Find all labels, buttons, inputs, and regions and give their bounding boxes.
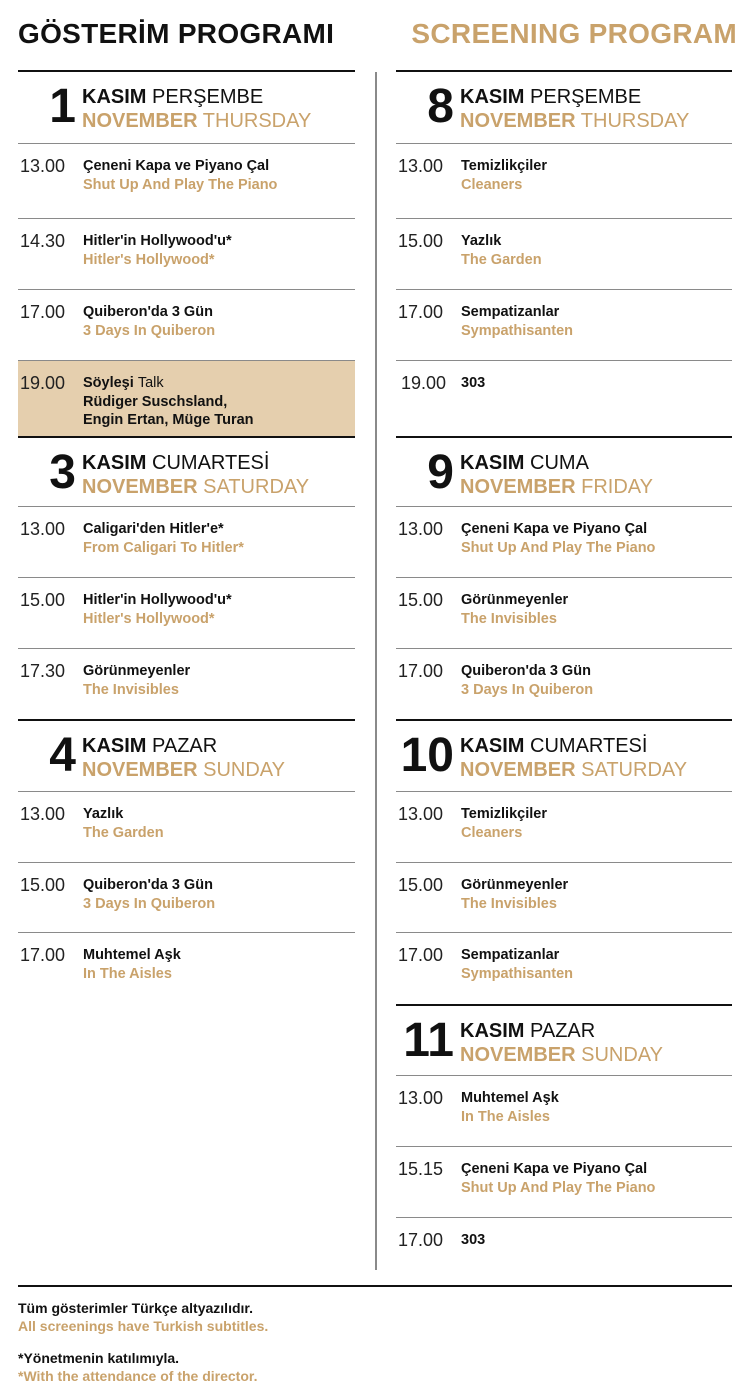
column-divider	[375, 72, 377, 1270]
film-title-tr: Çeneni Kapa ve Piyano Çal	[83, 158, 270, 174]
film-title-tr: Quiberon'da 3 Gün	[83, 877, 213, 893]
screening-row	[396, 862, 732, 933]
day-label-en: NOVEMBER SATURDAY	[82, 476, 310, 498]
film-title-en: Cleaners	[461, 825, 523, 841]
day-label-en: NOVEMBER SUNDAY	[82, 759, 286, 781]
film-title-en: Shut Up And Play The Piano	[461, 540, 656, 556]
day-number: 4	[49, 729, 76, 782]
day-header-9	[396, 436, 732, 510]
screening-time: 17.00	[20, 302, 66, 322]
screening-row	[18, 218, 355, 289]
day-label-en: NOVEMBER THURSDAY	[460, 110, 690, 132]
screening-time: 17.00	[398, 302, 444, 322]
day-label-tr: KASIM PERŞEMBE	[82, 86, 264, 108]
screening-row	[18, 577, 355, 648]
screening-time: 15.00	[20, 590, 66, 610]
screening-time: 13.00	[398, 519, 444, 539]
screening-row	[396, 1146, 732, 1217]
talk-speakers-line2: Engin Ertan, Müge Turan	[83, 412, 254, 428]
screening-time: 13.00	[398, 804, 444, 824]
title-turkish: GÖSTERİM PROGRAMI	[18, 18, 335, 49]
film-title-tr: Temizlikçiler	[461, 806, 547, 822]
film-title-tr: Sempatizanlar	[461, 947, 560, 963]
day-label-tr: KASIM CUMARTESİ	[82, 452, 270, 474]
film-title-tr: 303	[461, 1232, 486, 1248]
screening-row	[396, 1075, 732, 1146]
day-header-11	[396, 1004, 732, 1078]
film-title-tr: Sempatizanlar	[461, 304, 560, 320]
day-header-1	[18, 70, 355, 144]
day-number: 8	[427, 80, 454, 133]
screening-time: 15.15	[398, 1159, 444, 1179]
talk-label: Söyleşi Talk	[83, 375, 164, 391]
film-title-tr: Hitler'in Hollywood'u*	[83, 592, 232, 608]
film-title-tr: Yazlık	[83, 806, 124, 822]
day-label-tr: KASIM PERŞEMBE	[460, 86, 642, 108]
title-english: SCREENING PROGRAM	[411, 18, 737, 49]
film-title-en: The Garden	[461, 252, 542, 268]
film-title-tr: Görünmeyenler	[461, 877, 569, 893]
film-title-en: The Invisibles	[461, 896, 557, 912]
footnote-director-tr: *Yönetmenin katılımıyla.	[18, 1350, 180, 1366]
screening-row	[18, 289, 355, 360]
day-header-8	[396, 70, 732, 144]
screening-time: 15.00	[398, 875, 444, 895]
film-title-en: In The Aisles	[461, 1109, 550, 1125]
film-title-en: Hitler's Hollywood*	[83, 252, 215, 268]
film-title-tr: Quiberon'da 3 Gün	[461, 663, 591, 679]
film-title-tr: Muhtemel Aşk	[83, 947, 181, 963]
screening-row	[396, 577, 732, 648]
footnote-subtitles-en: All screenings have Turkish subtitles.	[18, 1318, 269, 1334]
day-label-en: NOVEMBER THURSDAY	[82, 110, 312, 132]
screening-row	[396, 932, 732, 1003]
film-title-en: The Invisibles	[461, 611, 557, 627]
screening-time: 15.00	[20, 875, 66, 895]
footer-divider	[18, 1285, 732, 1287]
film-title-tr: Temizlikçiler	[461, 158, 547, 174]
day-number: 9	[427, 446, 454, 499]
screening-row	[396, 289, 732, 360]
film-title-en: 3 Days In Quiberon	[83, 323, 216, 339]
film-title-en: 3 Days In Quiberon	[461, 682, 594, 698]
screening-time: 14.30	[20, 231, 66, 251]
screening-row	[18, 932, 355, 1003]
day-header-3	[18, 436, 355, 510]
film-title-tr: Yazlık	[461, 233, 502, 249]
film-title-en: 3 Days In Quiberon	[83, 896, 216, 912]
day-label-tr: KASIM CUMARTESİ	[460, 735, 648, 757]
screening-time: 15.00	[398, 231, 444, 251]
footnote-director-en: *With the attendance of the director.	[18, 1368, 258, 1384]
screening-row	[18, 648, 355, 719]
talk-speakers-line1: Rüdiger Suschsland,	[83, 394, 228, 410]
day-label-tr: KASIM CUMA	[460, 452, 589, 474]
day-label-tr: KASIM PAZAR	[82, 735, 218, 757]
screening-row	[396, 648, 732, 719]
day-number: 3	[49, 446, 76, 499]
screening-time: 17.00	[398, 1230, 444, 1250]
film-title-tr: Çeneni Kapa ve Piyano Çal	[461, 521, 648, 537]
screening-time: 13.00	[20, 519, 66, 539]
screening-time: 13.00	[20, 804, 66, 824]
film-title-en: Sympathisanten	[461, 966, 573, 982]
film-title-en: From Caligari To Hitler*	[83, 540, 244, 556]
film-title-tr: Çeneni Kapa ve Piyano Çal	[461, 1161, 648, 1177]
screening-time: 15.00	[398, 590, 444, 610]
film-title-en: Shut Up And Play The Piano	[461, 1180, 656, 1196]
day-header-4	[18, 719, 355, 793]
footnote-subtitles-tr: Tüm gösterimler Türkçe altyazılıdır.	[18, 1300, 253, 1316]
day-label-en: NOVEMBER SATURDAY	[460, 759, 688, 781]
screening-row	[396, 218, 732, 289]
day-number: 10	[400, 729, 454, 782]
screening-row	[396, 791, 732, 862]
film-title-en: Cleaners	[461, 177, 523, 193]
screening-row	[18, 862, 355, 933]
film-title-tr: 303	[461, 375, 486, 391]
screening-time: 17.00	[398, 945, 444, 965]
film-title-en: The Garden	[83, 825, 164, 841]
day-label-tr: KASIM PAZAR	[460, 1020, 596, 1042]
screening-row	[396, 143, 732, 214]
screening-row	[396, 506, 732, 577]
film-title-en: In The Aisles	[83, 966, 172, 982]
day-label-en: NOVEMBER FRIDAY	[460, 476, 653, 498]
film-title-en: Hitler's Hollywood*	[83, 611, 215, 627]
screening-time: 13.00	[398, 1088, 444, 1108]
film-title-en: Sympathisanten	[461, 323, 573, 339]
film-title-en: The Invisibles	[83, 682, 179, 698]
screening-time: 17.00	[20, 945, 66, 965]
film-title-tr: Caligari'den Hitler'e*	[83, 521, 224, 537]
film-title-tr: Görünmeyenler	[461, 592, 569, 608]
film-title-tr: Quiberon'da 3 Gün	[83, 304, 213, 320]
film-title-tr: Muhtemel Aşk	[461, 1090, 559, 1106]
screening-row	[396, 1217, 732, 1288]
screening-time: 13.00	[398, 156, 444, 176]
film-title-en: Shut Up And Play The Piano	[83, 177, 278, 193]
day-number: 11	[403, 1014, 454, 1067]
day-number: 1	[49, 80, 76, 133]
day-header-10	[396, 719, 732, 793]
screening-time: 13.00	[20, 156, 66, 176]
screening-row	[18, 791, 355, 862]
talk-time: 19.00	[20, 373, 66, 393]
day-label-en: NOVEMBER SUNDAY	[460, 1044, 664, 1066]
film-title-tr: Görünmeyenler	[83, 663, 191, 679]
screening-row	[396, 360, 732, 431]
screening-time: 17.30	[20, 661, 66, 681]
screening-time: 17.00	[398, 661, 444, 681]
screening-time: 19.00	[401, 373, 447, 393]
page-header	[18, 18, 737, 58]
screening-row	[18, 506, 355, 577]
screening-row	[18, 143, 355, 214]
talk-row	[18, 360, 355, 438]
film-title-tr: Hitler'in Hollywood'u*	[83, 233, 232, 249]
